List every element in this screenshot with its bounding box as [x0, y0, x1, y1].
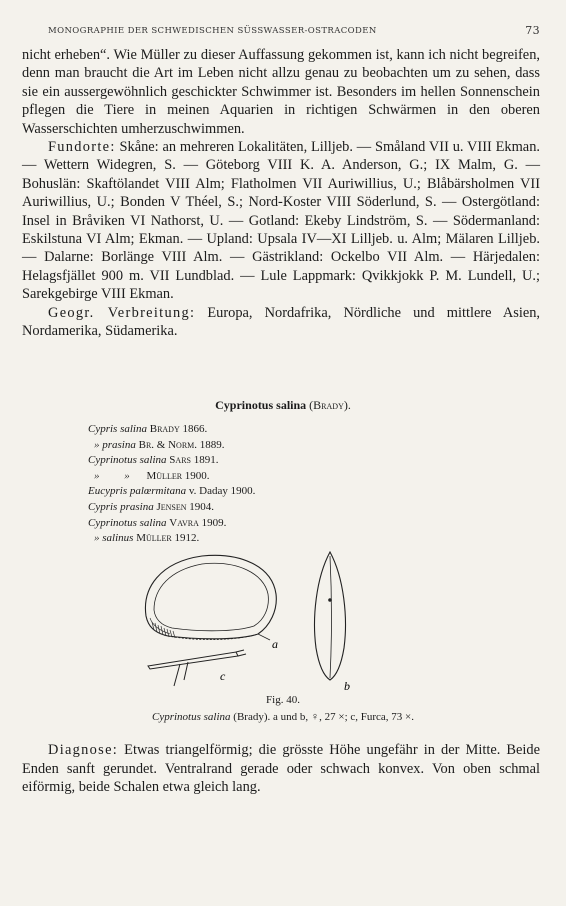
synonym-entry — [88, 500, 348, 516]
synonym-name: » prasina — [94, 438, 136, 451]
synonym-name: Cypris prasina — [88, 500, 154, 513]
eye-spot — [328, 598, 332, 602]
species-name: Cyprinotus salina — [215, 398, 307, 412]
label-c: c — [220, 669, 226, 683]
label-a: a — [272, 637, 278, 651]
paragraph-verbreitung — [22, 304, 540, 341]
fundorte-label: Fundorte: — [48, 139, 116, 156]
main-text — [22, 46, 540, 341]
furca-drawing — [148, 650, 246, 686]
diagnose-text: Etwas triangelförmig; die grösste Höhe ungefähr in der Mitte. Beide Enden sanft gerundet. Ventralrand gerade oder schwach konvex. Von oben schmal eiförmig, beide Schalen etwa gleich lang. — [22, 742, 540, 796]
synonym-name: » salinus — [94, 532, 134, 545]
synonym-name: Cypris salina — [88, 423, 147, 435]
synonym-name: Cyprinotus salina — [88, 516, 167, 529]
synonym-author: Müller 1912. — [136, 532, 200, 545]
synonym-entry — [88, 422, 348, 438]
synonym-entry — [88, 484, 348, 500]
running-title: MONOGRAPHIE DER SCHWEDISCHEN SÜSSWASSER-OSTRACODEN — [48, 26, 377, 36]
species-author: (Brady). — [309, 398, 351, 412]
synonym-entry — [88, 516, 348, 532]
synonym-entry — [88, 531, 348, 547]
synonym-author: Sars 1891. — [169, 454, 219, 467]
synonym-author: Müller 1900. — [146, 469, 210, 482]
shell-dorsal-view — [310, 548, 354, 694]
synonym-name: Eucypris palœrmitana — [88, 485, 187, 498]
diagnose-paragraph — [22, 741, 540, 797]
shell-side-view — [145, 555, 276, 638]
verbreitung-label: Geogr. Verbreitung: — [48, 304, 196, 321]
synonym-name: » » — [94, 469, 130, 482]
page-number: 73 — [525, 24, 540, 37]
synonym-author: Brady 1866. — [149, 423, 208, 435]
fundorte-text: Skåne: an mehreren Lokalitäten, Lilljeb. — Småland VII u. VIII Ekman. — Wettern Widegren, S. — Göteborg VIII K. A. Anderson, G.; IX Malm, G. — Bohuslän: Skaftölandet VIII Alm; Flatholmen VII Auriwillius, U.; Blåbärsholmen VII Auriwillius, U.; Bonden V Théel, S.; Nord-Koster VIII Söderlund, S. — Ostergötland: Insel in Bråviken VI Nathorst, U. — Gotland: Ekeby Lindström, S. — Södermanland: Eskilstuna VI Alm; Ekman. — Upland: Upsala IV—XI Lilljeb. u. Alm; Mälaren Lilljeb. — Dalarne: Borlänge VIII Alm. — Gästrikland: Ockelbo VII Alm. — Härjedalen: Helagsfjället 900 m. VII Lundblad. — Lule Lappmark: Qvikkjokk P. M. Lundell, U.; Sarekgebirge VIII Ekman. — [22, 139, 540, 303]
verbreitung-text: Europa, Nordafrika, Nördliche und mittlere Asien, Nordamerika, Südamerika. — [22, 304, 541, 340]
synonym-author: Br. & Norm. 1889. — [138, 438, 225, 451]
synonym-author: Jensen 1904. — [156, 500, 215, 513]
synonym-name: Cyprinotus salina — [88, 454, 167, 467]
synonym-author: Vavra 1909. — [169, 516, 227, 529]
label-b: b — [344, 679, 350, 693]
figure-caption — [0, 711, 566, 723]
paragraph-behaviour: nicht erheben“. Wie Müller zu dieser Auffassung gekommen ist, kann ich nicht begreifen, denn man braucht die Art im Leben nicht allzu genau zu beobachten um zu sehen, dass sie ein aussergewöhnlich geschickter Schwimmer ist. Besonders im hellen Sonnenschein pflegen die Tiere in meinen Aquarien in richtigen Schwärmen in den oberen Wasserschichten umherzuschwimmen. — [22, 47, 540, 137]
diagnose-label: Diagnose: — [48, 742, 119, 758]
synonym-entry — [88, 453, 348, 469]
caption-species: Cyprinotus salina — [151, 711, 231, 723]
figure-number: Fig. 40. — [266, 694, 300, 706]
synonym-entry — [88, 438, 348, 454]
paragraph-fundorte — [22, 138, 540, 304]
synonym-author: v. Daday 1900. — [188, 485, 256, 498]
caption-text: (Brady). a und b, ♀, 27 ×; c, Furca, 73 ×. — [233, 711, 415, 723]
species-heading — [0, 398, 566, 413]
running-header — [20, 24, 540, 38]
synonym-entry — [88, 469, 348, 485]
synonym-list — [88, 422, 348, 547]
